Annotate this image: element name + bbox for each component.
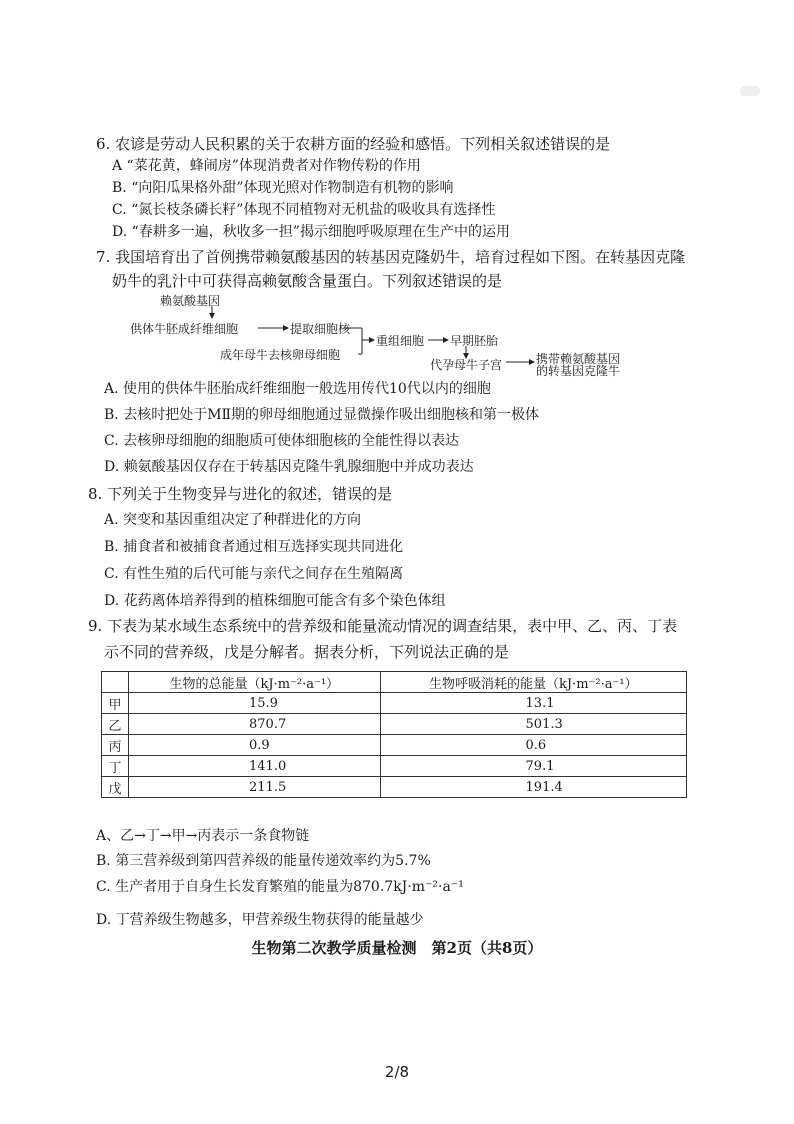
table-row — [102, 735, 687, 756]
q8-option-c: C. 有性生殖的后代可能与亲代之间存在生殖隔离 — [104, 566, 404, 582]
q6-option-d: D. “春耕多一遍，秋收多一担”揭示细胞呼吸原理在生产中的运用 — [112, 224, 510, 240]
diagram-enucleated-egg: 成年母牛去核卵母细胞 — [220, 348, 341, 362]
table-cell-level: 甲 — [102, 693, 129, 714]
table-cell-total: 0.9 — [129, 735, 381, 756]
table-cell-total: 15.9 — [129, 693, 381, 714]
q9-option-d: D. 丁营养级生物越多，甲营养级生物获得的能量越少 — [96, 912, 424, 928]
table-cell-respiration: 79.1 — [380, 756, 686, 777]
table-header-respiration: 生物呼吸消耗的能量（kJ·m⁻²·a⁻¹） — [380, 672, 686, 693]
table-row — [102, 693, 687, 714]
q7-option-d: D. 赖氨酸基因仅存在于转基因克隆牛乳腺细胞中并成功表达 — [104, 459, 474, 475]
diagram-donor-cell: 供体牛胚成纤维细胞 — [130, 322, 239, 336]
q9-option-c: C. 生产者用于自身生长发育繁殖的能量为870.7kJ·m⁻²·a⁻¹ — [96, 879, 464, 895]
diagram-extract-nucleus: 提取细胞核 — [290, 322, 351, 336]
energy-table — [101, 671, 687, 798]
scan-mark — [740, 86, 760, 96]
q7-option-b: B. 去核时把处于MⅡ期的卵母细胞通过显微操作吸出细胞核和第一极体 — [104, 407, 540, 423]
table-row — [102, 756, 687, 777]
table-header-row — [102, 672, 687, 693]
diagram-early-embryo: 早期胚胎 — [450, 334, 499, 348]
diagram-recombined-cell: 重组细胞 — [376, 334, 425, 348]
table-cell-total: 141.0 — [129, 756, 381, 777]
q6-option-a: A “菜花黄，蜂闹房”体现消费者对作物传粉的作用 — [112, 158, 421, 174]
table-cell-total: 870.7 — [129, 714, 381, 735]
q7-option-c: C. 去核卵母细胞的细胞质可使体细胞核的全能性得以表达 — [104, 433, 460, 449]
table-cell-respiration: 0.6 — [380, 735, 686, 756]
table-cell-total: 211.5 — [129, 777, 381, 798]
table-cell-respiration: 191.4 — [380, 777, 686, 798]
q9-stem-line2: 示不同的营养级，戊是分解者。据表分析，下列说法正确的是 — [104, 643, 510, 661]
q8-option-b: B. 捕食者和被捕食者通过相互选择实现共同进化 — [104, 539, 404, 555]
cloning-diagram — [130, 292, 650, 378]
diagram-result-line2: 的转基因克隆牛 — [536, 364, 621, 378]
q6-option-c: C. “氮长枝条磷长籽”体现不同植物对无机盐的吸收具有选择性 — [112, 202, 496, 218]
q9-stem-line1: 9. 下表为某水域生态系统中的营养级和能量流动情况的调查结果，表中甲、乙、丙、丁表 — [88, 617, 678, 635]
q6-stem: 6. 农谚是劳动人民积累的关于农耕方面的经验和感悟。下列相关叙述错误的是 — [96, 135, 611, 153]
q7-stem-line2: 奶牛的乳汁中可获得高赖氨酸含量蛋白。下列叙述错误的是 — [112, 272, 503, 290]
q9-option-b: B. 第三营养级到第四营养级的能量传递效率约为5.7% — [96, 853, 431, 869]
table-header-blank — [102, 672, 129, 693]
table-cell-respiration: 501.3 — [380, 714, 686, 735]
q8-option-d: D. 花药离体培养得到的植株细胞可能含有多个染色体组 — [104, 593, 446, 609]
diagram-gene-label: 赖氨酸基因 — [160, 294, 221, 308]
q9-option-a: A、乙→丁→甲→丙表示一条食物链 — [96, 828, 310, 844]
table-cell-level: 乙 — [102, 714, 129, 735]
q6-option-b: B. “向阳瓜果格外甜”体现光照对作物制造有机物的影响 — [112, 180, 454, 196]
table-row — [102, 714, 687, 735]
q7-option-a: A. 使用的供体牛胚胎成纤维细胞一般选用传代10代以内的细胞 — [104, 381, 491, 397]
table-cell-level: 戊 — [102, 777, 129, 798]
q8-stem: 8. 下列关于生物变异与进化的叙述，错误的是 — [88, 485, 393, 503]
page-number: 2/8 — [384, 1063, 410, 1081]
table-header-total-energy: 生物的总能量（kJ·m⁻²·a⁻¹） — [129, 672, 381, 693]
page-footer: 生物第二次教学质量检测 第2页（共8页） — [251, 939, 543, 957]
diagram-surrogate-uterus: 代孕母牛子宫 — [430, 358, 503, 372]
table-cell-respiration: 13.1 — [380, 693, 686, 714]
diagram-result-line1: 携带赖氨酸基因 — [536, 352, 621, 366]
table-cell-level: 丁 — [102, 756, 129, 777]
table-cell-level: 丙 — [102, 735, 129, 756]
table-row — [102, 777, 687, 798]
q7-stem-line1: 7. 我国培育出了首例携带赖氨酸基因的转基因克隆奶牛，培育过程如下图。在转基因克隆 — [96, 248, 686, 266]
q8-option-a: A. 突变和基因重组决定了种群进化的方向 — [104, 512, 362, 528]
